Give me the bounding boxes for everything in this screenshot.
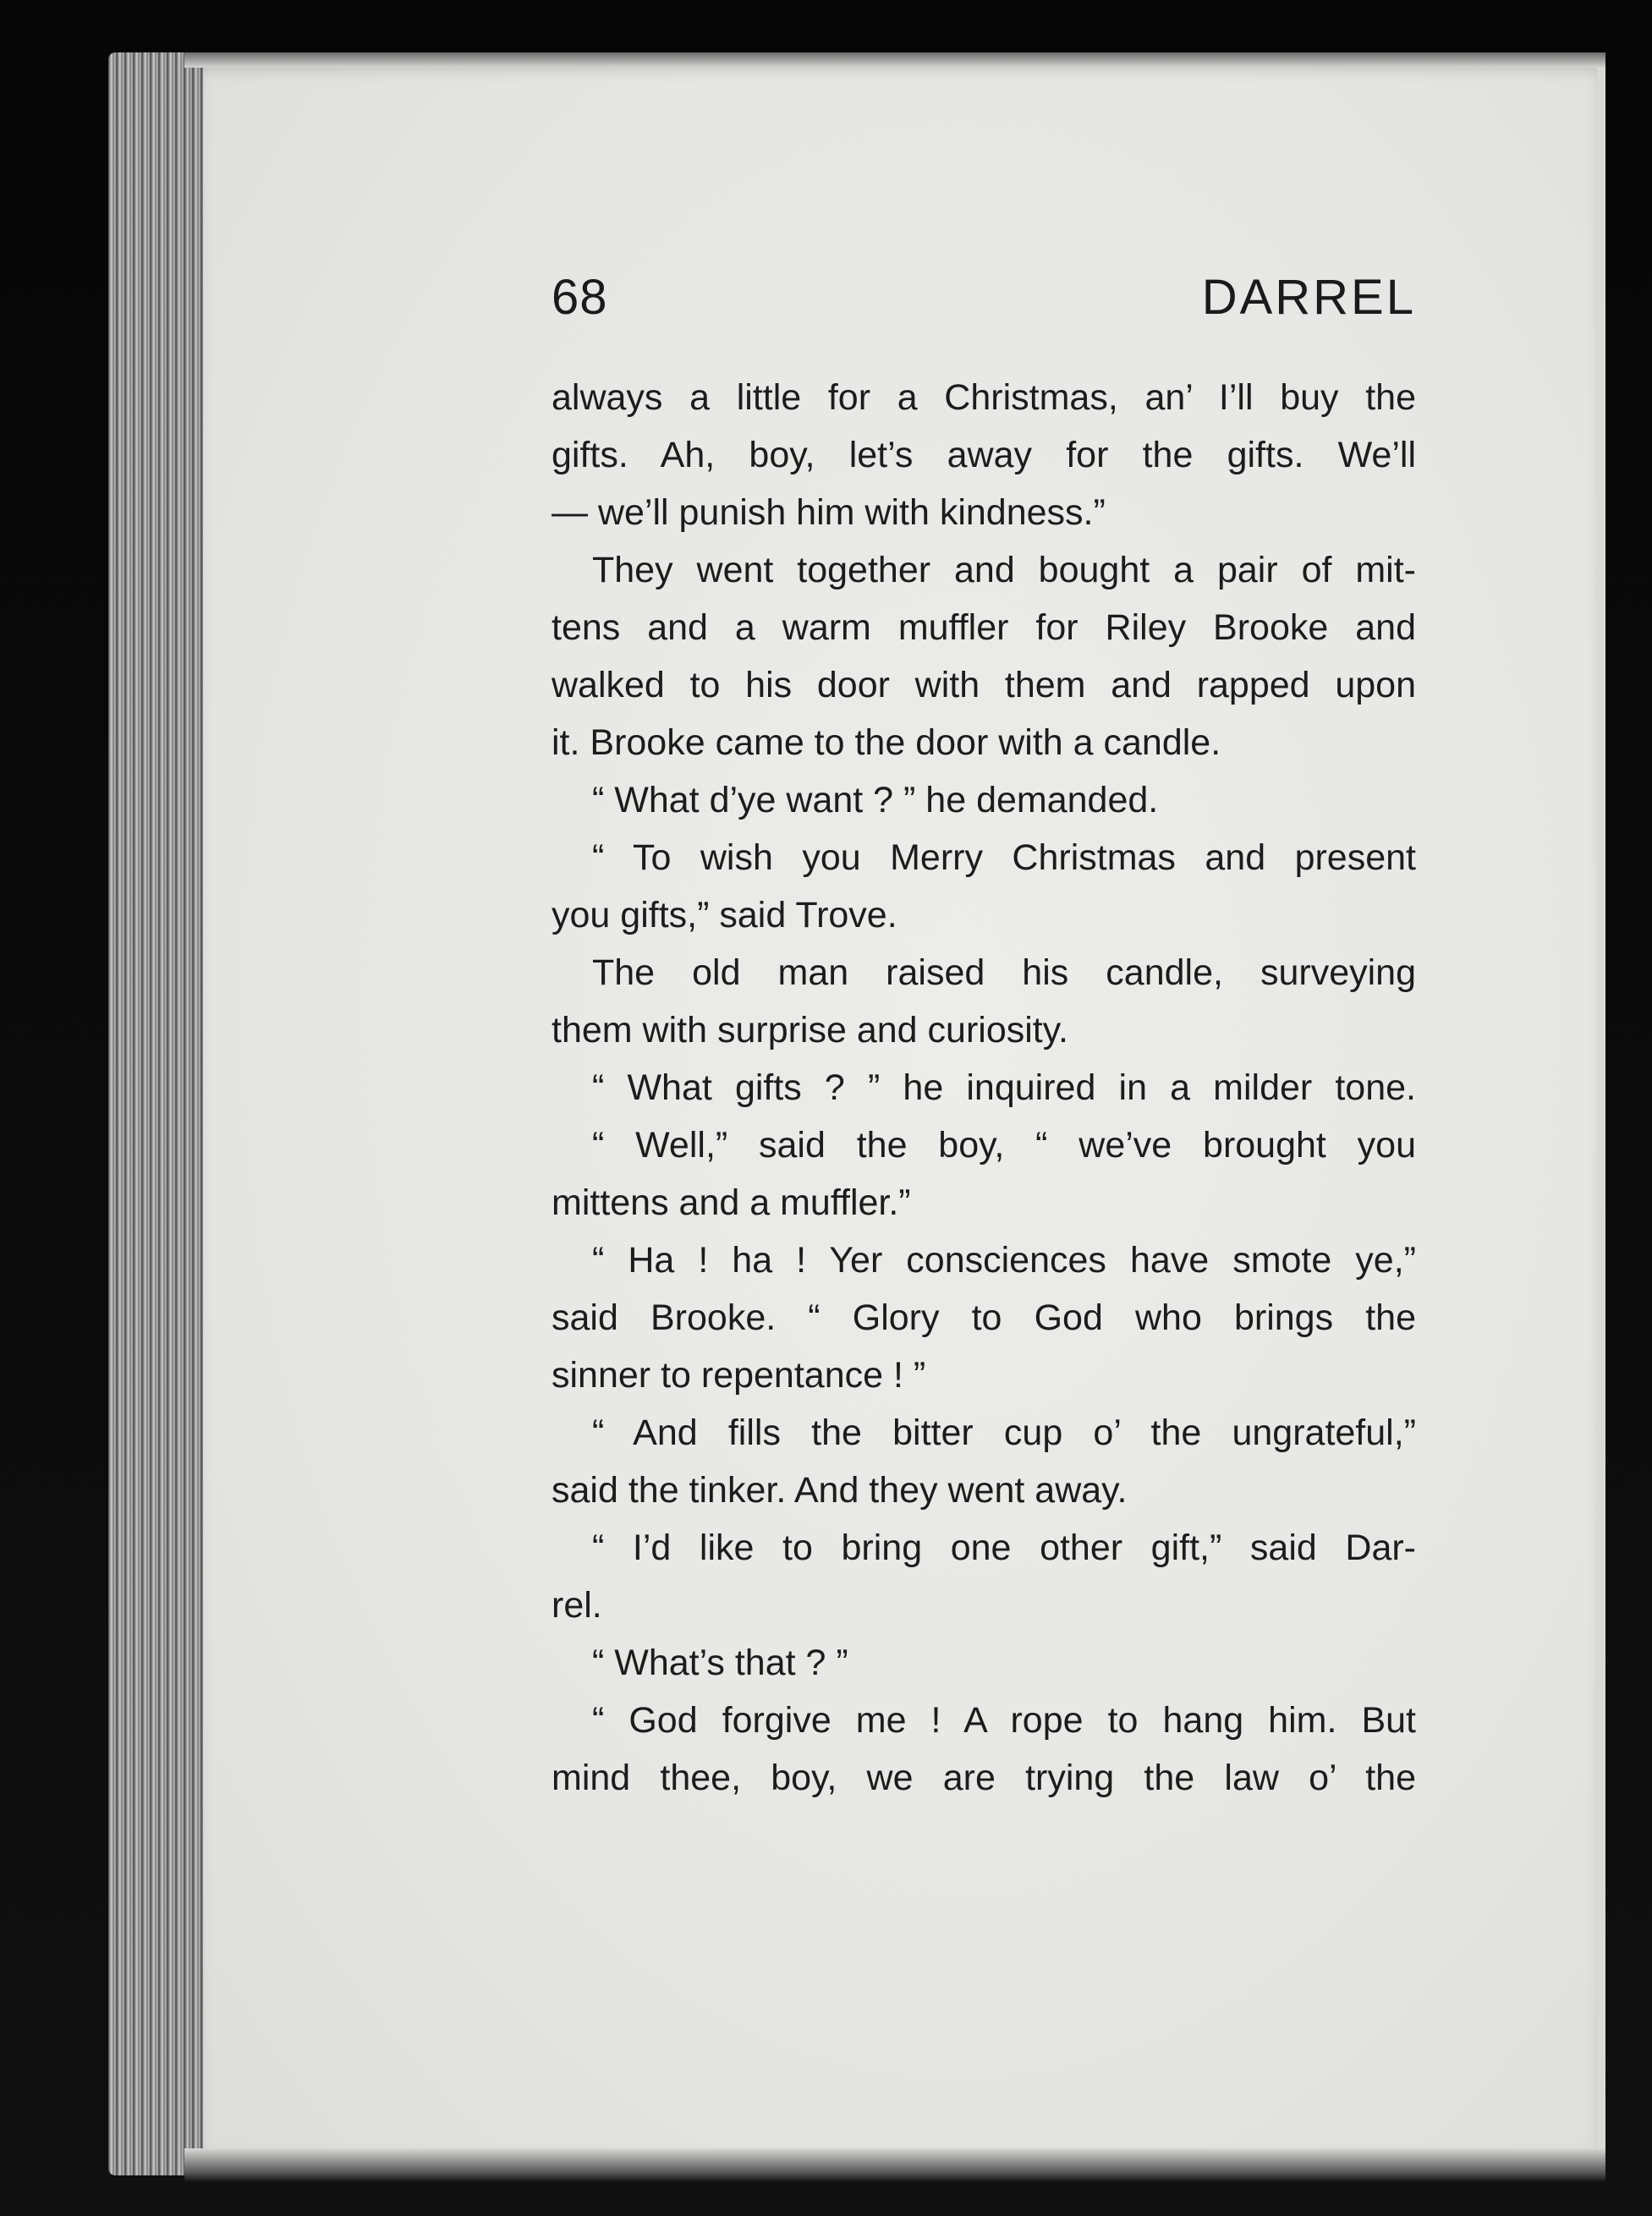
text-line: rel. [552, 1585, 602, 1626]
text-line: They went together and bought a pair of mit- [592, 550, 1416, 590]
page-header [552, 269, 1416, 328]
text-line: “ I’d like to bring one other gift,” said Dar- [592, 1528, 1416, 1568]
text-line: The old man raised his candle, surveying [592, 952, 1416, 993]
text-line: — we’ll punish him with kindness.” [552, 492, 1106, 533]
text-line: it. Brooke came to the door with a candle. [552, 722, 1221, 763]
body-text [552, 369, 1416, 1807]
text-line: walked to his door with them and rapped upon [552, 665, 1416, 705]
text-line: always a little for a Christmas, an’ I’ll buy the [552, 377, 1416, 418]
top-page-edge [184, 52, 1605, 68]
text-line: sinner to repentance ! ” [552, 1355, 926, 1396]
text-line: said Brooke. “ Glory to God who brings the [552, 1297, 1416, 1338]
text-line: you gifts,” said Trove. [552, 895, 897, 935]
text-line: them with surprise and curiosity. [552, 1010, 1068, 1050]
text-line: “ And fills the bitter cup o’ the ungrateful,” [592, 1412, 1416, 1453]
text-line: “ What’s that ? ” [592, 1643, 848, 1683]
text-line: tens and a warm muffler for Riley Brooke and [552, 607, 1416, 648]
text-line: mind thee, boy, we are trying the law o’ the [552, 1758, 1416, 1798]
text-line: “ What d’ye want ? ” he demanded. [592, 780, 1159, 820]
page-edges [108, 52, 203, 2175]
running-title: DARREL [1201, 270, 1416, 325]
text-line: gifts. Ah, boy, let’s away for the gifts. We’ll [552, 435, 1416, 475]
text-line: “ Ha ! ha ! Yer consciences have smote ye,” [592, 1240, 1416, 1281]
text-line: said the tinker. And they went away. [552, 1470, 1128, 1511]
text-line: “ What gifts ? ” he inquired in a milder tone. [592, 1067, 1416, 1108]
text-line: “ God forgive me ! A rope to hang him. But [592, 1700, 1416, 1741]
text-line: “ Well,” said the boy, “ we’ve brought you [592, 1125, 1416, 1166]
bottom-page-edge [184, 2148, 1605, 2182]
page-number: 68 [552, 270, 608, 325]
text-line: mittens and a muffler.” [552, 1182, 911, 1223]
text-line: “ To wish you Merry Christmas and present [592, 837, 1416, 878]
